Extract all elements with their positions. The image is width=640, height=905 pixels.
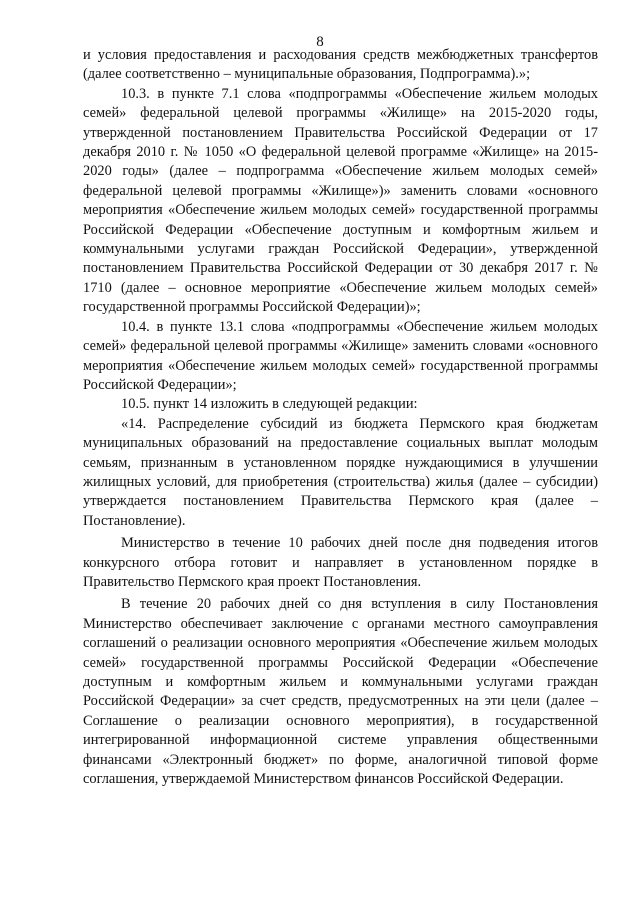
paragraph-agreement: В течение 20 рабочих дней со дня вступления в силу Постановления Министерство обеспечивает заключение с органами местного самоуправления соглашений о реализации основного мероприятия «Обеспечение жильем молодых семей» государственной программы Российской Федерации «Обеспечение доступным и комфортным жильем и коммунальными услугами граждан Российской Федерации» за счет средств, предусмотренных на эти цели (далее – Соглашение о реализации основного мероприятия), в государственной интегрированной информационной системе управления общественными финансами «Электронный бюджет» по форме, аналогичной типовой форме соглашения, утверждаемой Министерством финансов Российской Федерации. <box>83 596 598 788</box>
paragraph-item-10-4: 10.4. в пункте 13.1 слова «подпрограммы «Обеспечение жильем молодых семей» федеральной целевой программы «Жилище» заменить словами «основного мероприятия «Обеспечение жильем молодых семей» государственной программы Российской Федерации»; <box>83 318 598 393</box>
page-number: 8 <box>316 34 324 50</box>
paragraph-ministry-deadline: Министерство в течение 10 рабочих дней после дня подведения итогов конкурсного отбора готовит и направляет в установленном порядке в Правительство Пермского края проект Постановления. <box>83 535 598 590</box>
document-body <box>83 46 598 789</box>
paragraph-item-10-5: 10.5. пункт 14 изложить в следующей редакции: <box>121 396 418 413</box>
paragraph-point-14: «14. Распределение субсидий из бюджета Пермского края бюджетам муниципальных образований на предоставление социальных выплат молодым семьям, признанным в установленном порядке нуждающимися в улучшении жилищных условий, для приобретения (строительства) жилья (далее – субсидии) утверждается постановлением Правительства Пермского края (далее – Постановление). <box>83 415 598 529</box>
paragraph-item-10-3: 10.3. в пункте 7.1 слова «подпрограммы «Обеспечение жильем молодых семей» федеральной целевой программы «Жилище» на 2015-2020 годы, утвержденной постановлением Правительства Российской Федерации от 17 декабря 2010 г. № 1050 «О федеральной целевой программе «Жилище» на 2015-2020 годы» (далее – подпрограмма «Обеспечение жильем молодых семей» федеральной целевой программы «Жилище»)» заменить словами «основного мероприятия «Обеспечение жильем молодых семей» государственной программы Российской Федерации «Обеспечение доступным и комфортным жильем и коммунальными услугами граждан Российской Федерации», утвержденной постановлением Правительства Российской Федерации от 30 декабря 2017 г. № 1710 (далее – основное мероприятие «Обеспечение жильем молодых семей» государственной программы Российской Федерации)»; <box>83 85 598 316</box>
paragraph-continuation: и условия предоставления и расходования средств межбюджетных трансфертов (далее соответственно – муниципальные образования, Подпрограмма).»; <box>83 47 598 83</box>
